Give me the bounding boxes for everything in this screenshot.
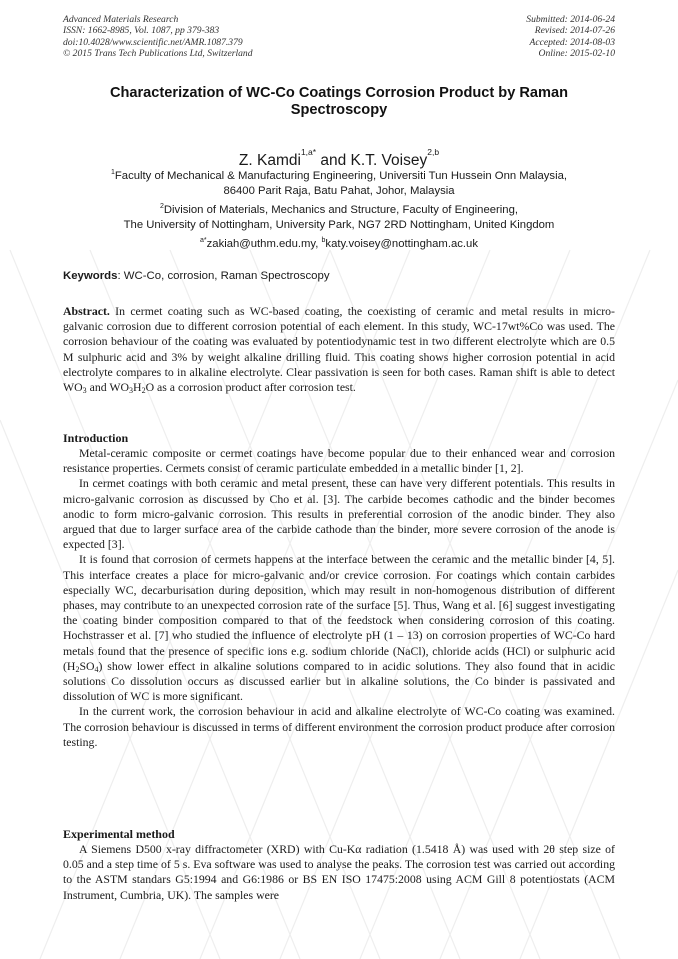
author-conjunction: and: [316, 152, 351, 169]
accepted-date: Accepted: 2014-08-03: [529, 36, 615, 48]
experimental-heading: Experimental method: [63, 827, 175, 841]
online-date: Online: 2015-02-10: [538, 48, 615, 60]
paper-title: Characterization of WC-Co Coatings Corrosion Product by Raman Spectroscopy: [109, 85, 569, 118]
experimental-body: [63, 842, 615, 903]
introduction-heading: Introduction: [63, 431, 129, 445]
affiliation-1: $^1$Faculty of Mechanical & Manufacturing Engineering, Universiti Tun Hussein Onn Malaysia,: [111, 169, 567, 182]
affiliation-2: $^2$Division of Materials, Mechanics and Structure, Faculty of Engineering,: [159, 203, 519, 216]
affiliations: [63, 165, 615, 252]
abstract-label: Abstract.: [63, 304, 110, 318]
keywords: [63, 269, 615, 284]
paragraph: In cermet coatings with both ceramic and metal present, these can have very different potentials. This results in micro-galvanic corrosion as discussed by Cho et al. [3]. The carbide becomes cathodic and the binder becomes anodic to form micro-galvanic corrosion. This results in preferential corrosion of the anodic binder. They also argued that due to larger surface area of the carbide cathode than the binder, more severe corrosion of the anode is expected [3].: [63, 476, 615, 552]
author-2: K.T. Voisey: [350, 152, 428, 169]
introduction-body: [63, 446, 615, 750]
revised-date: Revised: 2014-07-26: [534, 25, 615, 37]
doi: doi:10.4028/www.scientific.net/AMR.1087.379: [63, 36, 243, 48]
submitted-date: Submitted: 2014-06-24: [526, 14, 615, 25]
publication-dates: [526, 14, 615, 60]
paragraph: A Siemens D500 x-ray diffractometer (XRD) with Cu-Kα radiation (1.5418 Å) was used with 2θ step size of 0.05 and a step time of 5 s. Eva software was used to analyse the peaks. The corrosion test was carried out according to the ASTM standars G5:1994 and G6:1986 or BS EN ISO 17475:2008 using ACM Gill 8 potentiostats (ACM Instrument, Cumbria, UK). The samples were: [63, 842, 615, 902]
affiliation-2-address: The University of Nottingham, University Park, NG7 2RD Nottingham, United Kingdom: [123, 219, 555, 231]
journal-info: [63, 14, 253, 60]
email-1[interactable]: zakiah@uthm.edu.my,: [206, 238, 322, 250]
email-2[interactable]: katy.voisey@nottingham.ac.uk: [325, 238, 478, 250]
paragraph: Metal-ceramic composite or cermet coatings have become popular due to their enhanced wear and corrosion resistance properties. Cermets consist of ceramic particulate embedded in a metallic binder [1, 2].: [63, 446, 615, 476]
issn-volume: ISSN: 1662-8985, Vol. 1087, pp 379-383: [63, 25, 220, 37]
paragraph: It is found that corrosion of cermets happens at the interface between the ceramic and the metallic binder [4, 5]. This interface creates a place for micro-galvanic and/or crevice corrosion. For coatings which contain carbides especially WC, decarburisation during deposition, which may result in non-homogenous distribution of different phases, may contribute to an unexpected corrosion rate of the surface [5]. Thus, Wang et al. [6] suggest investigating the coating binder composition compared to that of the feedstock when considering corrosion of this coating. Hochstrasser et al. [7] who studied the influence of electrolyte pH (1 – 13) on corrosion properties of WC-Co hard metals found that the presence of specific ions e.g. sodium chloride (NaCl), chloride acids (HCl) or sulphuric acid $(H_2SO_4)$ show lower effect in alkaline solutions compared to in acidic solutions. They also found that in acidic solutions Co dissolution occurs as discussed earlier but in alkaline solutions, the Co binder is passivated and dissolution of WC is more significant.: [63, 552, 615, 704]
journal-name: Advanced Materials Research: [63, 14, 179, 25]
paragraph: In the current work, the corrosion behaviour in acid and alkaline electrolyte of WC-Co coating was examined. The corrosion behaviour is discussed in terms of different environment the corrosion product produce after corrosion testing.: [63, 704, 615, 749]
author-2-affiliation: 2,b: [427, 147, 440, 157]
abstract: Abstract. In cermet coating such as WC-based coating, the coexisting of ceramic and metal results in micro-galvanic corrosion due to different corrosion potential of each element. In this study, WC-17wt%Co was used. The corrosion behaviour of the coating was evaluated by potentiodynamic test in two different electrolyte which are 0.5 M sulphuric acid and 3% by weight alkaline drilling fluid. This coating shows higher corrosion potential in acid electrolyte compares to in alkaline electrolyte. Clear passivation is seen for both cases. Raman shift is able to detect $WO_3$ and $WO_3H_2O$ as a corrosion product after corrosion test.: [63, 304, 615, 396]
author-1-affiliation: 1,a*: [300, 147, 317, 157]
keywords-label: Keywords: [63, 270, 118, 282]
keywords-list: : WC-Co, corrosion, Raman Spectroscopy: [117, 270, 330, 282]
author-emails: $^{a*}$zakiah@uthm.edu.my, $^b$katy.voisey@nottingham.ac.uk: [200, 237, 478, 250]
copyright: © 2015 Trans Tech Publications Ltd, Switzerland: [63, 48, 253, 60]
author-1: Z. Kamdi: [238, 152, 301, 169]
affiliation-1-address: 86400 Parit Raja, Batu Pahat, Johor, Malaysia: [223, 185, 455, 197]
